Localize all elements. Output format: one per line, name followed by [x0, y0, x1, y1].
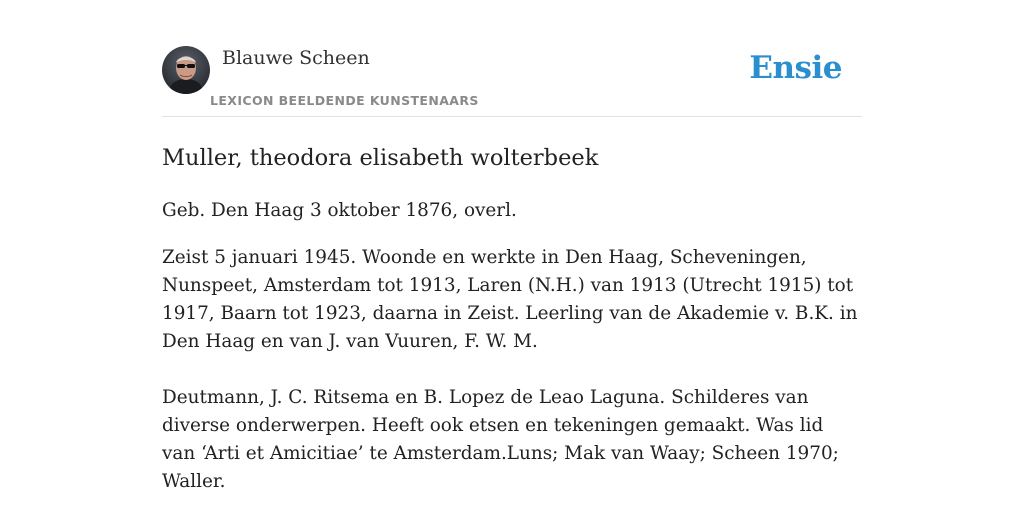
person-photo-icon [162, 46, 210, 94]
entry-title: Muller, theodora elisabeth wolterbeek [162, 145, 599, 171]
author-name-link[interactable]: Blauwe Scheen [222, 47, 370, 69]
entry-card [162, 46, 862, 496]
author-avatar[interactable] [162, 46, 210, 94]
brand-logo-link[interactable]: Ensie [749, 50, 842, 86]
entry-paragraph: Deutmann, J. C. Ritsema en B. Lopez de Leao Laguna. Schilderes van diverse onderwerpen. Heeft ook etsen en tekeningen gemaakt. Was lid van ‘Arti et Amicitiae’ te Amsterdam.Luns; Mak van Waay; Scheen 1970; Waller. [162, 387, 839, 492]
entry-header [162, 46, 862, 117]
entry-paragraph: Geb. Den Haag 3 oktober 1876, overl. [162, 200, 517, 221]
category-link[interactable]: LEXICON BEELDENDE KUNSTENAARS [210, 93, 479, 108]
entry-paragraph: Zeist 5 januari 1945. Woonde en werkte in Den Haag, Scheveningen, Nunspeet, Amsterdam tot 1913, Laren (N.H.) van 1913 (Utrecht 1915) tot 1917, Baarn tot 1923, daarna in Zeist. Leerling van de Akademie v. B.K. in Den Haag en van J. van Vuuren, F. W. M. [162, 247, 858, 352]
